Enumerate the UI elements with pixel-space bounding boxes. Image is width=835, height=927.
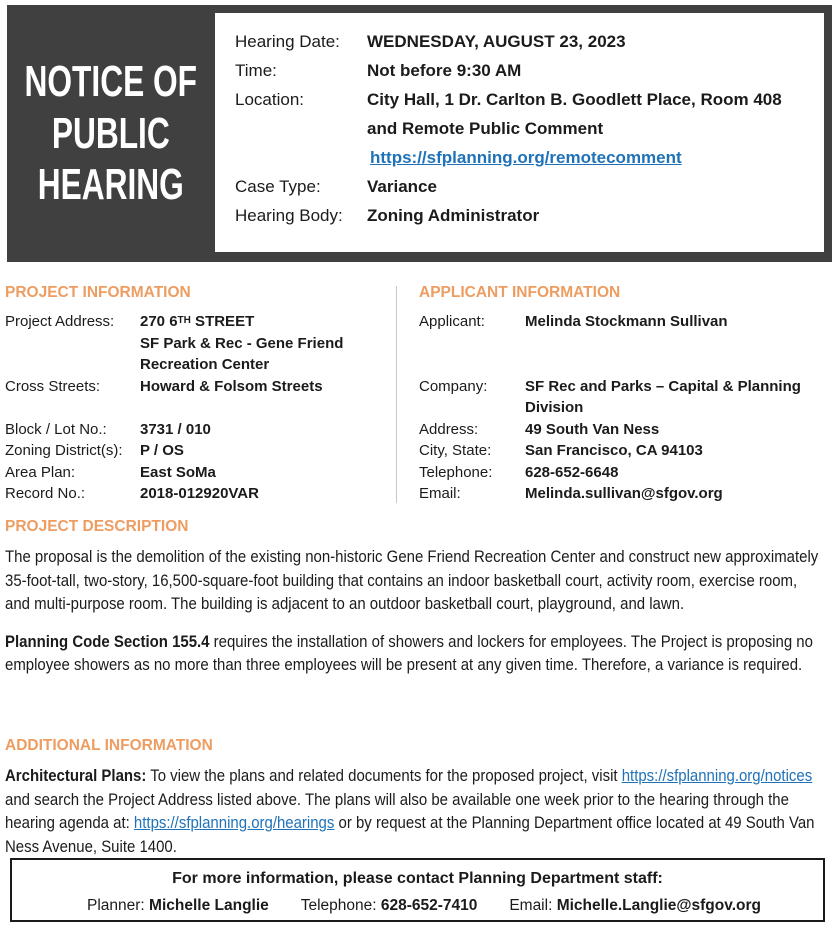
case-type-row	[235, 172, 816, 201]
contact-row	[12, 897, 823, 915]
additional-information-heading: ADDITIONAL INFORMATION	[5, 737, 213, 754]
zoning-district-value: P / OS	[140, 442, 184, 459]
contact-telephone-item	[301, 897, 478, 915]
email-value: Melinda.sullivan@sfgov.org	[525, 485, 723, 502]
record-no-label: Record No.:	[5, 485, 86, 502]
project-description-heading: PROJECT DESCRIPTION	[5, 518, 189, 535]
project-address-label: Project Address:	[5, 313, 115, 330]
architectural-plans-lead: Architectural Plans:	[5, 766, 147, 785]
remote-comment-line	[367, 143, 816, 172]
contact-telephone-label: Telephone:	[300, 897, 381, 914]
record-no-row	[5, 483, 396, 505]
additional-information-section	[5, 737, 835, 858]
project-address-line3: Recreation Center	[140, 356, 270, 373]
hearing-body-value: Zoning Administrator	[367, 206, 540, 225]
project-address-row	[5, 311, 396, 333]
project-address-value: 270 6TH STREET	[140, 313, 255, 330]
company-value-line2: Division	[525, 399, 584, 416]
location-label: Location:	[235, 90, 304, 109]
contact-email-item	[509, 897, 761, 915]
case-type-value: Variance	[367, 177, 437, 196]
project-address-row2	[5, 333, 396, 355]
case-type-label: Case Type:	[235, 177, 321, 196]
city-state-row	[419, 440, 830, 462]
project-address-row3	[5, 354, 396, 376]
description-paragraph-2: Planning Code Section 155.4 requires the installation of showers and lockers for employees. The Project is proposing no employee showers as no more than three employees will be present at any given time. Therefore, a variance is required.	[5, 631, 813, 674]
project-address-line2: SF Park & Rec - Gene Friend	[140, 334, 344, 352]
time-label: Time:	[235, 61, 277, 80]
zoning-district-label: Zoning District(s):	[5, 442, 123, 459]
record-no-value: 2018-012920VAR	[140, 485, 259, 502]
project-information-heading: PROJECT INFORMATION	[5, 284, 191, 301]
notice-title	[25, 56, 197, 210]
notice-title-line1: NOTICE OF	[24, 57, 198, 107]
applicant-address-row	[419, 419, 830, 441]
email-row	[419, 483, 830, 505]
company-label: Company:	[419, 377, 488, 395]
planner-name: Michelle Langlie	[149, 897, 269, 914]
location-value	[367, 85, 816, 172]
notice-title-line3: HEARING	[37, 160, 185, 210]
contact-telephone-value: 628-652-7410	[380, 897, 478, 914]
planner-label: Planner:	[87, 897, 150, 914]
area-plan-value: East SoMa	[140, 463, 216, 481]
applicant-information-heading: APPLICANT INFORMATION	[419, 284, 621, 301]
company-value-line1: SF Rec and Parks – Capital & Planning	[525, 377, 801, 395]
contact-email-label: Email:	[509, 897, 557, 914]
cross-streets-label: Cross Streets:	[5, 377, 101, 395]
notices-link[interactable]: https://sfplanning.org/notices	[621, 766, 813, 785]
city-state-value: San Francisco, CA 94103	[525, 442, 703, 459]
applicant-label: Applicant:	[419, 313, 485, 330]
telephone-label: Telephone:	[419, 463, 493, 481]
location-line2: and Remote Public Comment	[367, 119, 604, 138]
contact-box	[10, 858, 825, 922]
zoning-district-row	[5, 440, 396, 462]
contact-email-value: Michelle.Langlie@sfgov.org	[556, 897, 761, 914]
info-columns	[0, 284, 835, 505]
planner-item	[87, 897, 269, 915]
hearing-body-row	[235, 201, 816, 230]
hearing-body-label: Hearing Body:	[235, 206, 343, 225]
hearings-link[interactable]: https://sfplanning.org/hearings	[133, 813, 335, 832]
cross-streets-row	[5, 376, 396, 398]
telephone-value: 628-652-6648	[525, 463, 619, 481]
hearing-date-label: Hearing Date:	[235, 32, 340, 51]
notice-title-panel	[7, 5, 215, 262]
description-paragraph-1: The proposal is the demolition of the existing non-historic Gene Friend Recreation Center and construct new approximately 35-foot-tall, two-story, 16,500-square-foot building that contains an indoor basketball court, activity room, exercise room, and multi-purpose room. The building is adjacent to an outdoor basketball court, playground, and lawn.	[5, 547, 819, 613]
area-plan-label: Area Plan:	[5, 463, 76, 481]
notice-title-line2: PUBLIC	[52, 108, 170, 158]
applicant-information-section	[397, 284, 830, 505]
area-plan-row	[5, 462, 396, 484]
contact-heading: For more information, please contact Planning Department staff:	[172, 870, 663, 887]
ordinal-superscript: TH	[177, 315, 191, 326]
location-row	[235, 85, 816, 172]
time-value: Not before 9:30 AM	[367, 61, 522, 80]
spacer-row	[419, 354, 830, 376]
company-row2	[419, 397, 830, 419]
project-information-section	[5, 284, 396, 505]
banner	[7, 5, 832, 262]
spacer-row	[419, 333, 830, 355]
hearing-details-card	[215, 13, 824, 252]
applicant-address-label: Address:	[419, 420, 479, 438]
telephone-row	[419, 462, 830, 484]
company-row	[419, 376, 830, 398]
cross-streets-value: Howard & Folsom Streets	[140, 377, 323, 395]
email-label: Email:	[419, 485, 461, 502]
applicant-row	[419, 311, 830, 333]
applicant-address-value: 49 South Van Ness	[525, 420, 660, 438]
city-state-label: City, State:	[419, 442, 492, 459]
additional-paragraph: Architectural Plans: To view the plans and related documents for the proposed project, visit https://sfplanning.org/notices and search the Project Address listed above. The plans will also be available one week prior to the hearing through the hearing agenda at: https://sfplanning.org/hearings or by request at the Planning Department office located at 49 South Van Ness Avenue, Suite 1400.	[5, 766, 815, 856]
hearing-date-row	[235, 27, 816, 56]
hearing-date-value: WEDNESDAY, AUGUST 23, 2023	[367, 32, 626, 51]
spacer-row	[5, 397, 396, 419]
time-row	[235, 56, 816, 85]
remote-comment-link[interactable]: https://sfplanning.org/remotecomment	[370, 148, 682, 167]
applicant-value: Melinda Stockmann Sullivan	[525, 313, 728, 330]
planning-code-reference: Planning Code Section 155.4	[5, 631, 210, 651]
block-lot-row	[5, 419, 396, 441]
block-lot-label: Block / Lot No.:	[5, 420, 107, 438]
location-line1: City Hall, 1 Dr. Carlton B. Goodlett Place, Room 408	[367, 90, 782, 109]
additional-information-text	[5, 764, 825, 858]
project-description-section	[5, 518, 835, 677]
project-description-text	[5, 545, 825, 677]
block-lot-value: 3731 / 010	[140, 420, 211, 438]
